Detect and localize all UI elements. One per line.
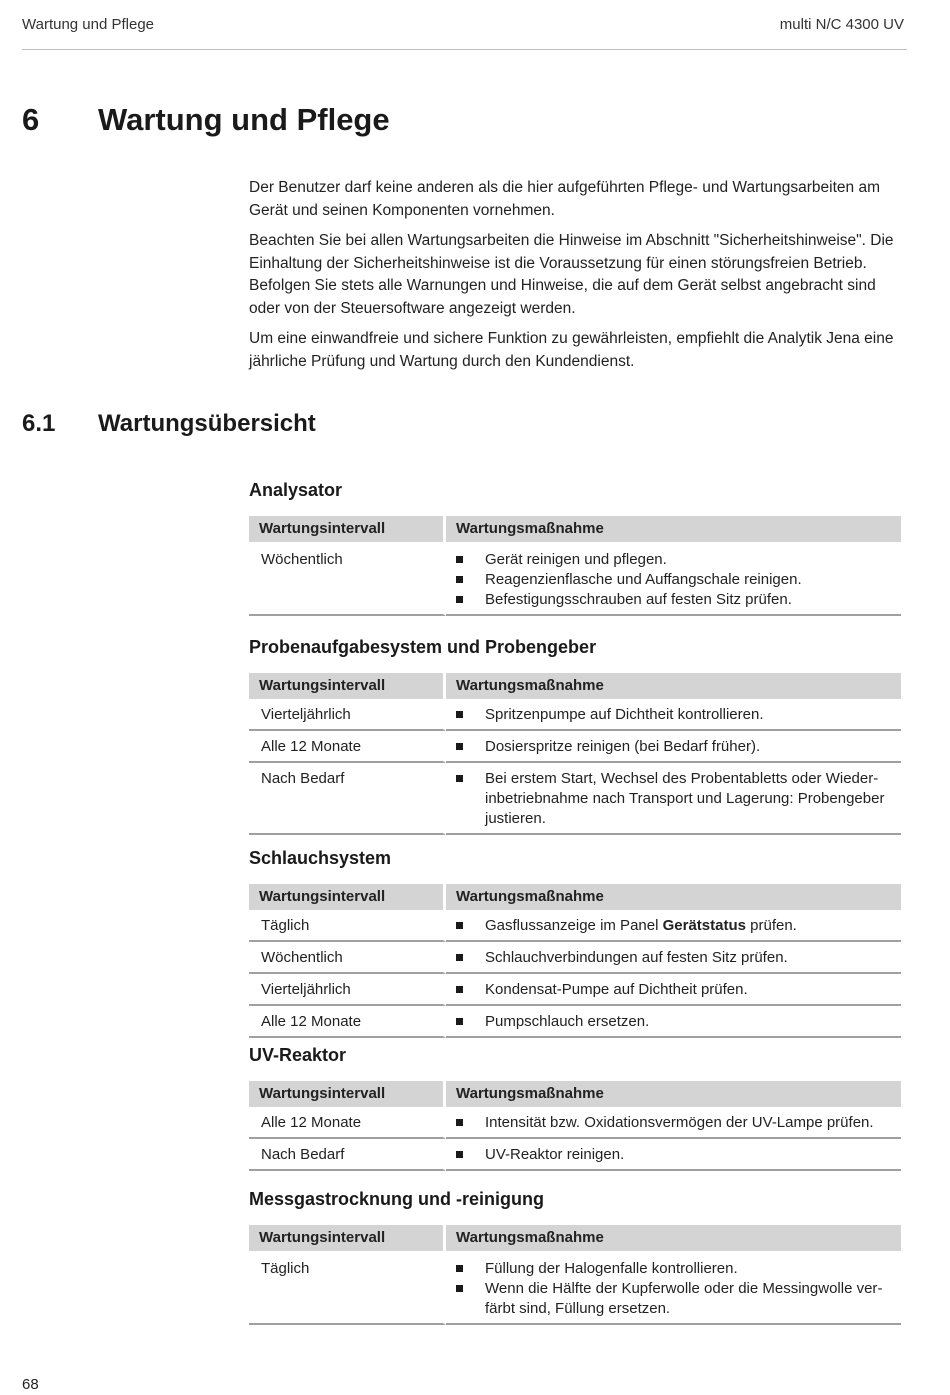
header-action: Wartungsmaßnahme (446, 1081, 901, 1107)
maintenance-table (249, 1225, 901, 1325)
table-row (249, 1251, 901, 1325)
action-cell (446, 731, 901, 763)
running-header-left: Wartung und Pflege (22, 16, 155, 33)
intro-paragraph: Beachten Sie bei allen Wartungsarbeiten die Hinweise im Abschnitt "Sicherheitshinweise". Die Einhaltung der Sicherheitshinweise ist die Voraussetzung für einen störungsfreien Betrieb. Befolgen Sie stets alle Warnungen und Hinweise, die auf dem Gerät selbst angebracht sind oder von der Steuersoftware angezeigt werden. (249, 232, 894, 317)
header-action: Wartungsmaßnahme (446, 884, 901, 910)
panel-name: Gerätstatus (662, 917, 746, 934)
header-rule (22, 49, 907, 50)
table-section-analysator (249, 478, 901, 616)
header-action: Wartungsmaßnahme (446, 516, 901, 542)
table-row (249, 1107, 901, 1139)
table-section-schlauchsystem (249, 846, 901, 1038)
header-action: Wartungsmaßnahme (446, 673, 901, 699)
intro-paragraph: Um eine einwandfreie und sichere Funktion zu gewährleisten, empfiehlt die Analytik Jena eine jährliche Prüfung und Wartung durch den Kundendienst. (249, 330, 894, 370)
interval-cell: Alle 12 Monate (249, 1107, 446, 1139)
header-interval: Wartungsintervall (249, 1225, 446, 1251)
action-cell (446, 542, 901, 616)
chapter-title: Wartung und Pflege (98, 102, 390, 137)
table-title: Analysator (249, 480, 343, 500)
table-section-probenaufgabe (249, 635, 901, 835)
action-cell (446, 1006, 901, 1038)
table-row (249, 763, 901, 835)
table-row (249, 1006, 901, 1038)
table-row (249, 1139, 901, 1171)
page-number: 68 (22, 1376, 39, 1393)
table-row (249, 731, 901, 763)
table-header-row (249, 884, 901, 910)
interval-cell: Alle 12 Monate (249, 1006, 446, 1038)
table-row (249, 942, 901, 974)
header-action: Wartungsmaßnahme (446, 1225, 901, 1251)
table-header-row (249, 1225, 901, 1251)
maintenance-table (249, 673, 901, 835)
action-item: UV-Reaktor reinigen. (454, 1145, 889, 1165)
action-cell (446, 974, 901, 1006)
action-item: Wenn die Hälfte der Kupferwolle oder die Messingwolle verfärbt sind, Füllung ersetzen. (454, 1279, 889, 1319)
table-section-messgastrocknung (249, 1187, 901, 1325)
header-interval: Wartungsintervall (249, 884, 446, 910)
action-item: Spritzenpumpe auf Dichtheit kontrollieren. (454, 705, 889, 725)
section-heading (22, 410, 316, 438)
intro-paragraph: Der Benutzer darf keine anderen als die hier aufgeführten Pflege- und Wartungsarbeiten am Gerät und seinen Komponenten vornehmen. (249, 179, 880, 219)
maintenance-table (249, 1081, 901, 1171)
action-item: Füllung der Halogenfalle kontrollieren. (454, 1259, 889, 1279)
table-row (249, 974, 901, 1006)
maintenance-table (249, 516, 901, 616)
action-item: Dosierspritze reinigen (bei Bedarf früher). (454, 737, 889, 757)
interval-cell: Täglich (249, 1251, 446, 1325)
table-header-row (249, 673, 901, 699)
action-cell (446, 763, 901, 835)
running-header-right: multi N/C 4300 UV (779, 16, 904, 33)
chapter-heading (22, 102, 390, 138)
table-title: UV-Reaktor (249, 1045, 347, 1065)
table-header-row (249, 516, 901, 542)
action-item (454, 916, 889, 936)
action-cell (446, 910, 901, 942)
table-title: Messgastrocknung und -reinigung (249, 1189, 545, 1209)
action-item: Bei erstem Start, Wechsel des Probentabletts oder Wiederinbetriebnahme nach Transport und Lagerung: Probengeber justieren. (454, 769, 889, 829)
action-text: Gasflussanzeige im Panel (485, 917, 663, 934)
section-title: Wartungsübersicht (98, 410, 316, 437)
table-section-uv-reaktor (249, 1043, 901, 1171)
interval-cell: Vierteljährlich (249, 699, 446, 731)
interval-cell: Vierteljährlich (249, 974, 446, 1006)
interval-cell: Nach Bedarf (249, 763, 446, 835)
interval-cell: Täglich (249, 910, 446, 942)
header-interval: Wartungsintervall (249, 516, 446, 542)
maintenance-table (249, 884, 901, 1038)
interval-cell: Alle 12 Monate (249, 731, 446, 763)
action-cell (446, 1107, 901, 1139)
action-cell (446, 1139, 901, 1171)
action-item: Intensität bzw. Oxidationsvermögen der UV-Lampe prüfen. (454, 1113, 889, 1133)
header-interval: Wartungsintervall (249, 673, 446, 699)
section-number: 6.1 (22, 410, 56, 437)
header-interval: Wartungsintervall (249, 1081, 446, 1107)
interval-cell: Wöchentlich (249, 942, 446, 974)
table-row (249, 910, 901, 942)
action-item: Reagenzienflasche und Auffangschale reinigen. (454, 570, 889, 590)
action-cell (446, 1251, 901, 1325)
interval-cell: Wöchentlich (249, 542, 446, 616)
action-item: Pumpschlauch ersetzen. (454, 1012, 889, 1032)
table-header-row (249, 1081, 901, 1107)
action-item: Kondensat-Pumpe auf Dichtheit prüfen. (454, 980, 889, 1000)
table-row (249, 699, 901, 731)
action-cell (446, 942, 901, 974)
action-item: Befestigungsschrauben auf festen Sitz prüfen. (454, 590, 889, 610)
action-item: Gerät reinigen und pflegen. (454, 550, 889, 570)
chapter-number: 6 (22, 102, 40, 137)
table-row (249, 542, 901, 616)
table-title: Schlauchsystem (249, 848, 392, 868)
table-title: Probenaufgabesystem und Probengeber (249, 637, 597, 657)
interval-cell: Nach Bedarf (249, 1139, 446, 1171)
action-cell (446, 699, 901, 731)
action-item: Schlauchverbindungen auf festen Sitz prüfen. (454, 948, 889, 968)
action-text: prüfen. (745, 917, 797, 934)
intro-text (249, 177, 901, 381)
